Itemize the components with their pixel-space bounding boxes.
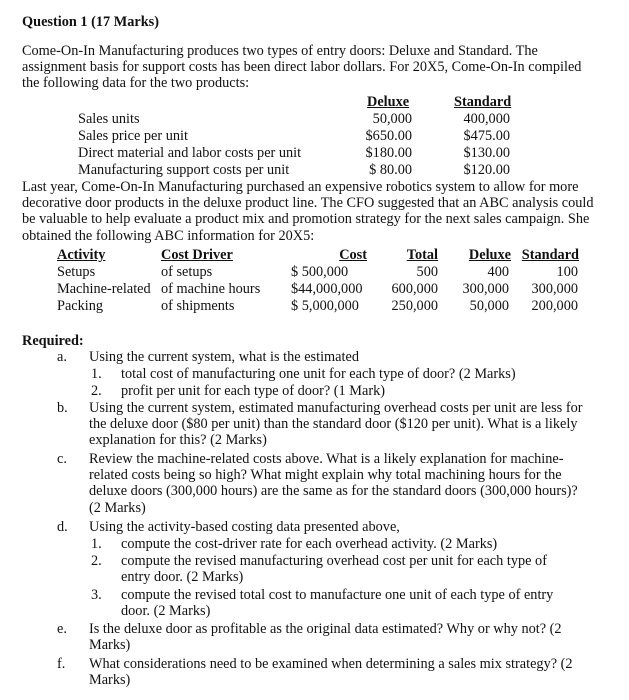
cell-total: 600,000 [391, 281, 438, 297]
question-c-letter: c. [57, 451, 67, 467]
question-a2-text: profit per unit for each type of door? (1 Mark) [121, 383, 385, 399]
question-a-letter: a. [57, 349, 67, 365]
cell-deluxe: 50,000 [372, 111, 412, 127]
cell-standard: 300,000 [531, 281, 578, 297]
abc-intro-paragraph: Last year, Come-On-In Manufacturing purchased an expensive robotics system to allow for more decorative door products in the deluxe product line. The CFO suggested that an ABC analysis could be valuable to help evaluate a product mix and promotion strategy for the next sales campaign. She obtained the following ABC information for 20X5: [22, 179, 594, 244]
question-d-text: Using the activity-based costing data presented above, [89, 519, 400, 535]
required-heading: Required: [22, 333, 84, 349]
cell-standard: $130.00 [463, 145, 510, 161]
question-f-letter: f. [57, 656, 66, 672]
cell-deluxe: $ 80.00 [369, 162, 412, 178]
question-d1-number: 1. [91, 536, 102, 552]
question-a-text: Using the current system, what is the estimated [89, 349, 359, 365]
cell-deluxe: 50,000 [469, 298, 509, 314]
cell-standard: 200,000 [531, 298, 578, 314]
cell-cost: $ 5,000,000 [291, 298, 359, 314]
cell-standard: 100 [556, 264, 578, 280]
cell-activity: Machine-related [57, 281, 151, 297]
row-label: Direct material and labor costs per unit [78, 145, 302, 161]
cell-cost: $44,000,000 [291, 281, 363, 297]
question-b-text: Using the current system, estimated manufacturing overhead costs per unit are less for the deluxe door ($80 per unit) than the standard door ($120 per unit). What is a likely explanation for this? (2 Marks) [89, 400, 583, 449]
question-a1-number: 1. [91, 366, 102, 382]
cell-deluxe: $180.00 [365, 145, 412, 161]
cell-standard: $120.00 [463, 162, 510, 178]
question-d2-number: 2. [91, 553, 102, 569]
intro-paragraph: Come-On-In Manufacturing produces two types of entry doors: Deluxe and Standard. The assignment basis for support costs has been direct labor dollars. For 20X5, Come-On-In compiled the following data for the two products: [22, 43, 582, 92]
question-d2-text: compute the revised manufacturing overhead cost per unit for each type of entry door. (2 Marks) [121, 553, 547, 586]
cell-activity: Setups [57, 264, 96, 280]
header-activity: Activity [57, 247, 106, 263]
cell-standard: $475.00 [463, 128, 510, 144]
question-d3-text: compute the revised total cost to manufacture one unit of each type of entry door. (2 Marks) [121, 587, 554, 620]
question-b-letter: b. [57, 400, 68, 416]
cell-total: 250,000 [391, 298, 438, 314]
cell-driver: of setups [161, 264, 213, 280]
row-label: Manufacturing support costs per unit [78, 162, 290, 178]
question-d-letter: d. [57, 519, 68, 535]
header-cost: Cost [339, 247, 367, 263]
question-e-text: Is the deluxe door as profitable as the original data estimated? Why or why not? (2 Marks) [89, 621, 562, 654]
cell-standard: 400,000 [463, 111, 510, 127]
question-c-text: Review the machine-related costs above. What is a likely explanation for machine-related costs being so high? What might explain why total machining hours for the deluxe doors (300,000 hours) are the same as for the standard doors (300,000 hours)? (2 Marks) [89, 451, 578, 516]
header-total: Total [406, 247, 438, 263]
header-cost-driver: Cost Driver [161, 247, 233, 263]
question-d1-text: compute the cost-driver rate for each overhead activity. (2 Marks) [121, 536, 498, 552]
cell-deluxe: $650.00 [365, 128, 412, 144]
question-e-letter: e. [57, 621, 67, 637]
header-standard: Standard [454, 94, 512, 110]
cell-deluxe: 400 [487, 264, 509, 280]
cell-cost: $ 500,000 [291, 264, 349, 280]
header-deluxe: Deluxe [468, 247, 511, 263]
question-a2-number: 2. [91, 383, 102, 399]
cell-driver: of machine hours [161, 281, 261, 297]
question-a1-text: total cost of manufacturing one unit for each type of door? (2 Marks) [121, 366, 516, 382]
question-d3-number: 3. [91, 587, 102, 603]
header-standard: Standard [521, 247, 579, 263]
question-f-text: What considerations need to be examined when determining a sales mix strategy? (2 Marks) [89, 656, 573, 689]
cell-driver: of shipments [161, 298, 235, 314]
row-label: Sales units [78, 111, 140, 127]
cell-deluxe: 300,000 [462, 281, 509, 297]
question-title: Question 1 (17 Marks) [22, 14, 160, 30]
row-label: Sales price per unit [78, 128, 188, 144]
cell-total: 500 [416, 264, 438, 280]
header-deluxe: Deluxe [367, 94, 410, 110]
cell-activity: Packing [57, 298, 104, 314]
